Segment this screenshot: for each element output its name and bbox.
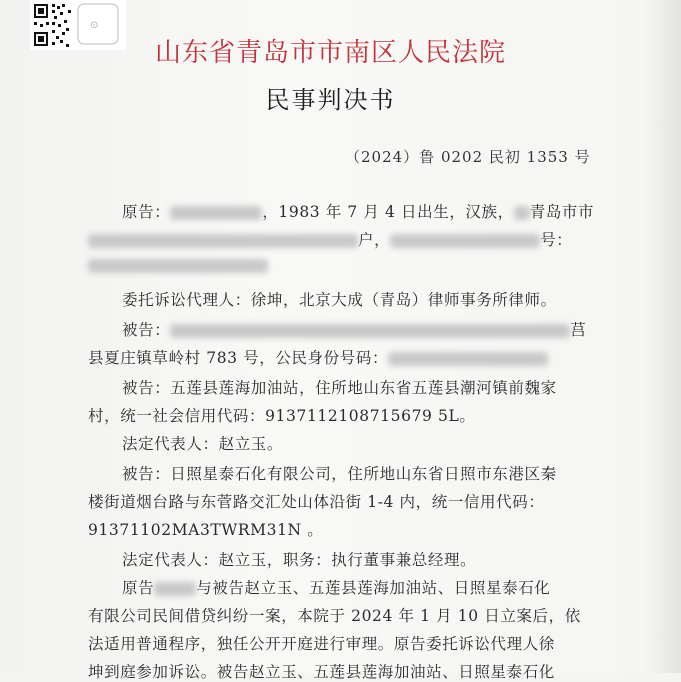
defendant1-county: 莒 (570, 321, 587, 339)
svg-text:⊙: ⊙ (90, 20, 99, 31)
case-summary-line-1 (122, 576, 550, 598)
court-name: 山东省青岛市市南区人民法院 (154, 38, 506, 68)
plaintiff-address-start: 青岛市市 (529, 203, 595, 221)
plaintiff-line-1 (122, 200, 594, 222)
defendant3-line-1: 被告：日照星泰石化有限公司，住所地山东省日照市东港区秦 (122, 465, 557, 483)
defendant3-representative: 法定代表人：赵立玉，职务：执行董事兼总经理。 (122, 551, 477, 569)
redacted-summary-name (154, 582, 196, 596)
plaintiff-label: 原告： (122, 203, 171, 221)
redacted-id-number (88, 259, 268, 273)
agent-line: 委托诉讼代理人：徐坤，北京大成（青岛）律师事务所律师。 (122, 291, 557, 309)
case-summary-line-4: 坤到庭参加诉讼。被告赵立玉、五莲县莲海加油站、日照星泰石化 (88, 663, 555, 681)
defendant3-line-3: 91371102MA3TWRM31N 。 (88, 521, 324, 539)
plaintiff-id-label: 号： (540, 231, 573, 249)
defendant2-representative: 法定代表人：赵立玉。 (122, 435, 284, 453)
plaintiff-address-end: 户， (358, 231, 391, 249)
summary-plaintiff-label: 原告 (122, 579, 155, 597)
plaintiff-birth: ，1983 年 7 月 4 日出生，汉族， (262, 203, 514, 221)
plaintiff-line-3 (88, 256, 268, 274)
defendant3-line-2: 楼街道烟台路与东菅路交汇处山体沿街 1-4 内，统一信用代码： (88, 493, 545, 511)
summary-text: 与被告赵立玉、五莲县莲海加油站、日照星泰石化 (196, 579, 551, 597)
case-summary-line-2: 有限公司民间借贷纠纷一案，本院于 2024 年 1 月 10 日立案后，依 (88, 607, 581, 625)
redacted (514, 206, 530, 220)
defendant1-line-1 (122, 318, 586, 340)
case-number: （2024）鲁 0202 民初 1353 号 (345, 148, 591, 166)
page-edge-shadow (643, 0, 681, 673)
defendant1-address: 县夏庄镇草岭村 783 号，公民身份号码： (88, 349, 389, 367)
redacted-name (170, 206, 262, 220)
plaintiff-line-2 (88, 228, 572, 250)
defendant2-line-1: 被告：五莲县莲海加油站，住所地山东省五莲县潮河镇前魏家 (122, 379, 557, 397)
redacted-id (390, 234, 540, 248)
defendant1-label: 被告： (122, 321, 171, 339)
document-title: 民事判决书 (265, 86, 396, 114)
defendant1-line-2 (88, 346, 548, 368)
case-summary-line-3: 法适用普通程序，独任公开开庭进行审理。原告委托诉讼代理人徐 (88, 635, 555, 653)
redacted-address (88, 234, 358, 248)
redacted-defendant1 (170, 324, 570, 338)
redacted-defendant1-id (388, 352, 548, 366)
defendant2-line-2: 村，统一社会信用代码：9137112108715679 5L。 (88, 407, 476, 425)
